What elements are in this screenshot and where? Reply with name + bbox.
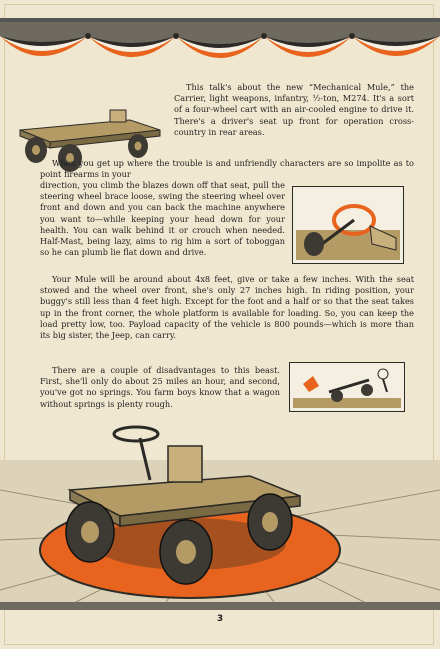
paragraph-2-first-lines	[40, 158, 414, 180]
mule-on-platform-illustration	[0, 420, 440, 615]
paragraph-3	[40, 274, 414, 341]
paragraph-4-text: There are a couple of disadvantages to this beast. First, she'll only do about 25 miles an hour, and second, you've got no springs. You farm boys know that a wagon without springs is plenty rough.	[40, 365, 280, 409]
rough-ride-illustration	[289, 362, 405, 412]
paragraph-4	[40, 365, 280, 410]
paragraph-1	[174, 82, 414, 138]
page-number: 3	[216, 614, 224, 624]
paragraph-3-text: Your Mule will be around about 4x8 feet, give or take a few inches. With the seat stowed and the wheel over front, she's only 27 inches high. In riding position, your buggy's still less than 4 feet high. Except for the foot and a half or so that the seat takes up in the front corner, the whole platform is available for loading. So, you can keep the load pretty low, too. Payload capacity of the vehicle is 800 pounds—which is more than its big sister, the Jeep, can carry.	[40, 274, 414, 341]
paragraph-2a-text: When you get up where the trouble is and unfriendly characters are so impolite as to point firearms in your	[40, 158, 414, 180]
paragraph-1-text: This talk's about the new “Mechanical Mule,” the Carrier, light weapons, infantry, ½-ton, M274. It's a sort of a four-wheel cart with an air-cooled engine to drive it. There's a driver's seat up front for operation cross-country in rear areas.	[174, 82, 414, 137]
paragraph-2b-text: direction, you climb the blazes down off that seat, pull the steering wheel brace loose, swing the steering wheel over front and down and you can back the machine anywhere you want to—while keeping your head down for your health. You can walk behind it or crouch when needed. Half-Mast, being lazy, aims to rig him a sort of toboggan so he can plumb lie flat down and drive.	[40, 180, 285, 258]
steering-wheel-illustration	[292, 186, 404, 264]
paragraph-2-continued	[40, 180, 285, 258]
